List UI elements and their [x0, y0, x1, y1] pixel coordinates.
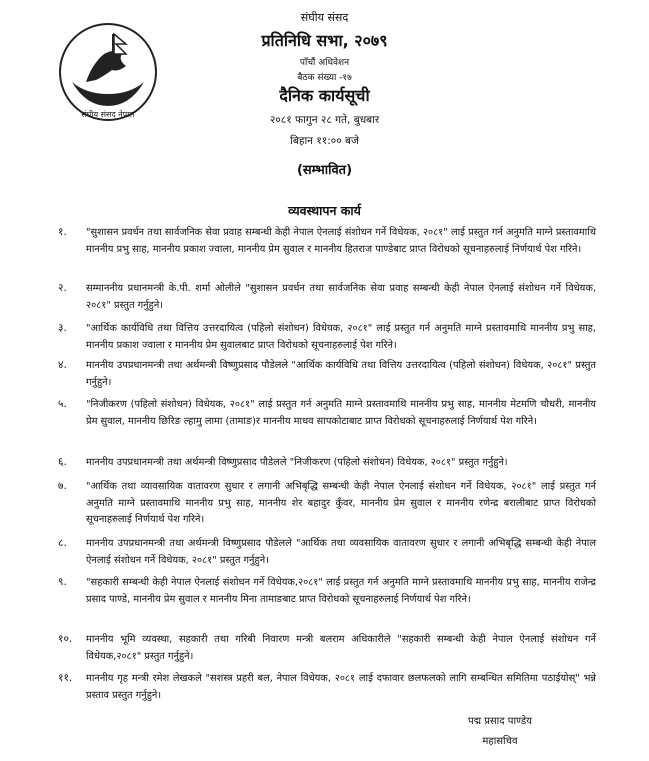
item-text: "आर्थिक तथा व्यावसायिक वातावरण सुधार र लगानी अभिबृद्धि सम्बन्धी केही नेपाल ऐनलाई संशोधन गर्ने विधेयक, २०८१" लाई प्रस्तुत गर्न अनुमति माग्ने प्रस्तावमाथि माननीय प्रभु साह, माननीय शेर बहादुर कुँवर, माननीय प्रेम सुवाल र माननीय रणेन्द्र बराली‌बाट प्राप्त विरोधको सूचनाहरुलाई निर्णयार्थ पेश गरिने।	[86, 481, 596, 525]
item-number: ५.	[58, 398, 67, 410]
item-number: ७.	[58, 480, 67, 492]
meeting-date: २०८१ फागुन २८ गते, बुधबार	[269, 114, 380, 126]
parliament-name: संघीय संसद	[300, 11, 349, 24]
item-number: ९.	[58, 576, 67, 588]
section-heading: व्यवस्थापन कार्य	[288, 203, 361, 218]
item-number: १.	[58, 226, 67, 238]
document-header	[0, 0, 649, 200]
logo-caption: संघीय संसद नेपाल	[81, 110, 135, 119]
item-text: माननीय उपप्रधानमन्त्री तथा अर्थमन्त्री विष्णुप्रसाद पौडेलले "निजीकरण (पहिलो संशोधन) विधेयक, २०८१" प्रस्तुत गर्नुहुने।	[86, 457, 508, 468]
item-number: ८.	[58, 537, 67, 549]
meeting-time: बिहान ११:०० बजे	[290, 135, 359, 147]
item-number: ४.	[58, 359, 67, 371]
item-text: माननीय उपप्रधानमन्त्री तथा अर्थमन्त्री विष्णुप्रसाद पौडेलले "आर्थिक तथा व्यवसायिक वातावरण सुधार र लगानी अभिबृद्धि सम्बन्धी केही नेपाल ऐनलाई संशोधन गर्ने विधेयक, २०८१" प्रस्तुत गर्नुहुने।	[86, 538, 596, 566]
item-text: माननीय उपप्रधानमन्त्री तथा अर्थमन्त्री विष्णुप्रसाद पौडेलले "आर्थिक कार्यविधि तथा वित्तिय उत्तरदायित्व (पहिलो संशोधन) विधेयक, २०८१" प्रस्तुत गर्नुहुने।	[86, 360, 596, 388]
item-number: २.	[58, 282, 67, 294]
item-number: १०.	[58, 633, 73, 645]
item-text: "आर्थिक कार्यविधि तथा वित्तिय उत्तरदायित्व (पहिलो संशोधन) विधेयक, २०८१" लाई प्रस्तुत गर्न अनुमति माग्ने प्रस्तावमाथि माननीय प्रभु साह, माननीय प्रकाश ज्वाला र माननीय प्रेम सुवालबाट प्राप्त विरोधको सूचनाहरुलाई पेश गरिने।	[86, 323, 596, 351]
signatory-title: महासचिव	[482, 736, 518, 747]
item-text: सम्माननीय प्रधानमन्त्री के.पी. शर्मा ओलीले "सुशासन प्रवर्धन तथा सार्वजनिक सेवा प्रवाह सम्बन्धी केही नेपाल ऐनलाई संशोधन गर्ने विधेयक, २०८१" प्रस्तुत गर्नुहुने।	[86, 283, 596, 311]
item-text: माननीय गृह मन्त्री रमेश लेखकले "सशस्त्र प्रहरी बल, नेपाल विधेयक, २०८१ लाई दफावार छलफलको लागि सम्बन्धित समितिमा पठाईयोस्" भन्ने प्रस्ताव प्रस्तुत गर्नुहुने।	[86, 673, 596, 701]
item-number: ३.	[58, 322, 67, 334]
page-title: दैनिक कार्यसूची	[279, 86, 370, 105]
session-label: पाँचौं अधिवेशन	[299, 58, 350, 68]
item-text: "सहकारी सम्बन्धी केही नेपाल ऐनलाई संशोधन गर्ने विधेयक,२०८१" लाई प्रस्तुत गर्न अनुमति माग्ने प्रस्तावमाथि माननीय प्रभु साह, माननीय राजेन्द्र प्रसाद पाण्डे, माननीय प्रेम सुवाल र माननीय मिना तामाङबाट प्राप्त विरोधको सूचनाहरुलाई निर्णयार्थ पेश गरिने।	[86, 577, 596, 605]
item-text: "सुशासन प्रवर्धन तथा सार्वजनिक सेवा प्रवाह सम्बन्धी केही नेपाल ऐनलाई संशोधन गर्ने विधेयक, २०८१" लाई प्रस्तुत गर्न अनुमति माग्ने प्रस्तावमाथि माननीय प्रभु साह, माननीय प्रकाश ज्वाला, माननीय प्रेम सुवाल र माननीय हितराज पाण्डेबाट प्राप्त विरोधको सूचनाहरुलाई निर्णयार्थ पेश गरिने।	[86, 227, 596, 255]
item-text: माननीय भूमि व्यवस्था, सहकारी तथा गरिबी निवारण मन्त्री बलराम अधिकारीले "सहकारी सम्बन्धी केही नेपाल ऐनलाई संशोधन गर्ने विधेयक,२०८१" प्रस्तुत गर्नुहुने।	[86, 634, 596, 662]
meeting-number: बैठक संख्या -१७	[297, 73, 352, 83]
item-number: ६.	[58, 456, 67, 468]
item-number: ११.	[58, 672, 73, 684]
item-text: "निजीकरण (पहिलो संशोधन) विधेयक, २०८१" लाई प्रस्तुत गर्न अनुमति माग्ने प्रस्तावमाथि माननीय प्रभु साह, माननीय मेटमणि चौधरी, माननीय प्रेम सुवाल, माननीय छिरिङ ल्हामु लामा (तामाङ)र माननीय माधव सापकोटाबाट प्राप्त विरोधको सूचनाहरुलाई निर्णयार्थ पेश गरिने।	[86, 399, 596, 427]
signatory-name: पद्म प्रसाद पाण्डेय	[468, 716, 532, 727]
tentative-label: (सम्भावित)	[296, 163, 353, 178]
house-name: प्रतिनिधि सभा, २०७९	[261, 31, 388, 50]
